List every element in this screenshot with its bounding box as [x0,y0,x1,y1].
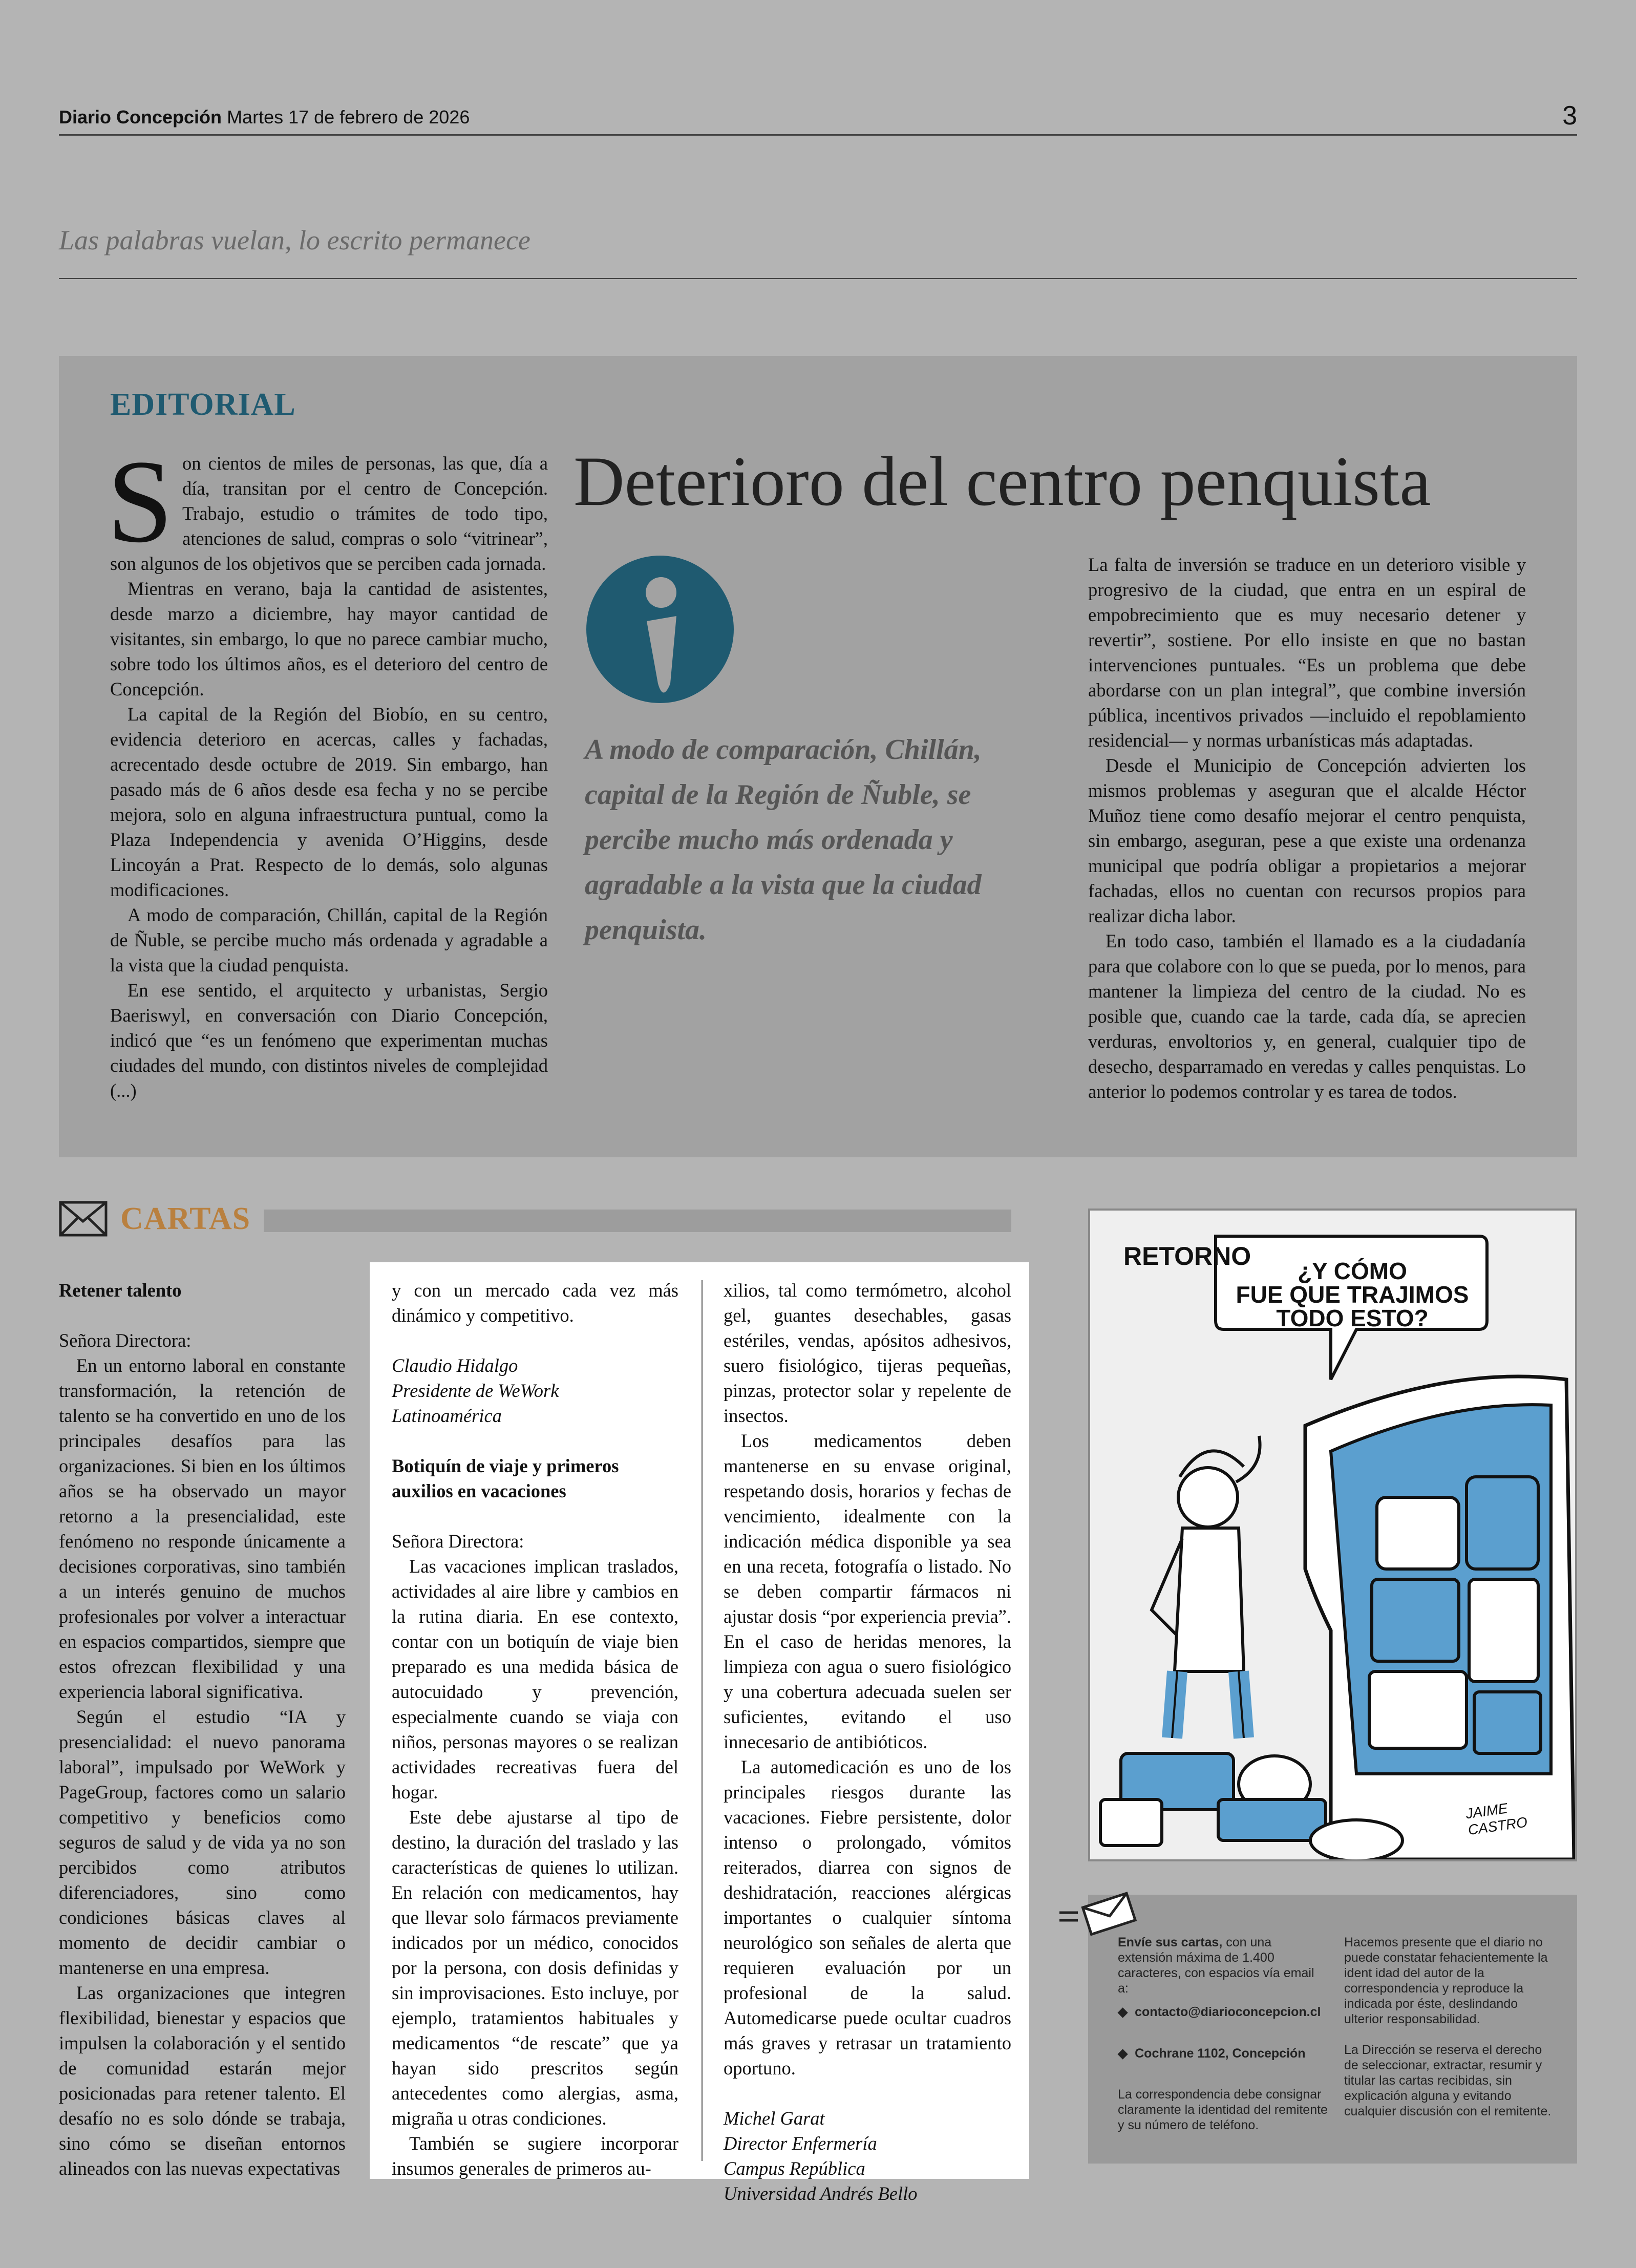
disclaimer-1: Hacemos presente que el diario no puede constatar fehacientemente la ident idad del autor de la correspondencia y reproduce la indicada por éste, deslindando ulterior responsabilidad. [1344,1935,1548,2026]
artist-signature: JAIME CASTRO [1464,1800,1528,1838]
section-motto: Las palabras vuelan, lo escrito permanece [59,225,530,256]
issue-date: Martes 17 de febrero de 2026 [227,107,470,128]
email-line: ◆ contacto@diarioconcepcion.cl [1118,2005,1321,2019]
cartoon-speech: ¿Y CÓMO FUE QUE TRAJIMOS TODO ESTO? [1236,1258,1469,1331]
letter-paragraph: Este debe ajustarse al tipo de destino, la duración del traslado y las características de quienes lo utilizan. En relación con medicamentos, hay que llevar solo fármacos previamente indicados por un médico, conocidos por la persona, con dosis definidas y sin improvisaciones. Esto incluye, por ejemplo, tratamientos habituales y medicamentos “de rescate” que ya hayan sido prescritos según antecedentes como alergias, asma, migraña u otras condiciones. [392,1807,678,2129]
letter-paragraph: xilios, tal como termómetro, alcohol gel, guantes desechables, gasas estériles, vendas, apósitos adhesivos, suero fisiológico, tijeras pequeñas, pinzas, protector solar y repelente de insectos. [724,1280,1011,1426]
letter-signature-line: Universidad Andrés Bello [724,2183,918,2204]
letter-salutation: Señora Directora: [59,1330,192,1351]
column-divider [702,1280,703,2161]
editorial-first-paragraph: Son cientos de miles de personas, las que, día a día, transitan por el centro de Concepción. Trabajo, estudio o trámites de todo tipo, atenciones de salud, compras o solo “vitrinear”, son algunos de los objetivos que se perciben cada jornada. [107,436,548,574]
editorial-label: EDITORIAL [110,387,296,422]
editorial-right-column [1088,552,1526,1104]
letter-column-2 [392,1278,678,2181]
letter-continuation: y con un mercado cada vez más dinámico y competitivo. [392,1280,678,1326]
cartoon [1088,1209,1577,1861]
letter-paragraph: Según el estudio “IA y presencialidad: el nuevo panorama laboral”, impulsado por WeWork y PageGroup, factores como un salario competitivo y beneficios como seguros de salud y de vida ya no son percibidos como atributos diferenciadores, sino como condiciones básicas claves al momento de decidir cambiar o mantenerse en una empresa. [59,1706,346,1978]
letter-paragraph: Los medicamentos deben mantenerse en su envase original, respetando dosis, horarios y fechas de vencimiento, idealmente con la indicación médica disponible ya sea en una receta, fotografía o listado. No se deben compartir fármacos ni ajustar dosis “por experiencia previa”. En el caso de heridas menores, la limpieza con agua o suero fisiológico y una cobertura adecuada suelen ser suficientes, evitando el uso innecesario de antibióticos. [724,1430,1011,1752]
masthead [59,107,470,128]
editorial-paragraph: La falta de inversión se traduce en un deterioro visible y progresivo de la ciudad, que entra en un espiral de empobrecimiento que es muy necesario detener y revertir”, sostiene. Por ello insiste en que no bastan intervenciones puntuales. “Es un problema que debe abordarse con un plan integral”, que combine inversión pública, incentivos privados —incluido el repoblamiento residencial— y normas urbanísticas más adaptadas. [1088,554,1526,751]
paper-name: Diario Concepción [59,107,222,128]
editorial-title: Deterioro del centro penquista [573,442,1431,520]
letter-signature-name: Claudio Hidalgo [392,1355,518,1376]
mail-send-icon [1057,1890,1139,1938]
disclaimer-2: La Dirección se reserva el derecho de seleccionar, extractar, resumir y titular las cartas recibidas, sin explicación alguna y evitando cualquier discusión con el remitente. [1344,2043,1552,2118]
editorial-paragraph: La capital de la Región del Biobío, en su centro, evidencia deterioro en acercas, calles y fachadas, acrecentado desde octubre de 2019. Sin embargo, han pasado más de 6 años desde esa fecha y no se percibe mejora, solo en alguna infraestructura puntual, como la Plaza Independencia y avenida O’Higgins, desde Lincoyán a Prat. Respecto de lo demás, solo algunas modificaciones. [110,704,548,900]
cartas-bar [264,1210,1011,1232]
editorial-paragraph: Mientras en verano, baja la cantidad de asistentes, desde marzo a diciembre, hay mayor cantidad de visitantes, sin embargo, lo que no parece cambiar mucho, sobre todo los últimos años, es el deterioro del centro de Concepción. [110,578,548,700]
pull-quote: A modo de comparación, Chillán, capital de la Región de Ñuble, se percibe mucho más ordenada y agradable a la vista que la ciudad penquista. [585,734,982,946]
letter-paragraph: También se sugiere incorporar insumos generales de primeros au- [392,2133,678,2179]
letter-signature-line: Latinoamérica [392,1405,502,1426]
correspondence-note: La correspondencia debe consignar claramente la identidad del remitente y su número de teléfono. [1118,2087,1328,2132]
letter-paragraph: Las organizaciones que integren flexibilidad, bienestar y espacios que impulsen la colaboración y el sentido de comunidad estarán mejor posicionadas para retener talento. El desafío no es solo dónde se trabaja, sino cómo se diseñan entornos alineados con las nuevas expectativas [59,1982,346,2179]
letter-signature-line: Campus República [724,2158,865,2179]
letter-salutation: Señora Directora: [392,1531,524,1552]
editorial-paragraph: En todo caso, también el llamado es a la ciudadanía para que colabore con lo que se pueda, por lo menos, para mantener la limpieza del centro de la ciudad. No es posible que, cuando cae la tarde, cada día, se aprecien verduras, envoltorios y, en general, cualquier tipo de desecho, desparramado en veredas y calles penquistas. Lo anterior lo podemos controlar y es tarea de todos. [1088,930,1526,1102]
letter-signature-name: Michel Garat [724,2108,825,2129]
letter-title: Botiquín de viaje y primeros auxilios en vacaciones [392,1455,619,1501]
letter-signature-line: Director Enfermería [724,2133,877,2154]
motto-rule [59,278,1577,279]
cartoon-title: RETORNO [1123,1242,1251,1270]
info-icon [586,556,734,703]
email-link[interactable]: contacto@diarioconcepcion.cl [1135,2005,1321,2019]
letter-title: Retener talento [59,1280,182,1301]
letter-paragraph: La automedicación es uno de los principales riesgos durante las vacaciones. Fiebre persistente, dolor intenso o prolongado, vómitos reiterados, diarrea con signos de deshidratación, reacciones alérgicas importantes o cualquier síntoma neurológico son señales de alerta que requieren evaluación por un profesional de la salud. Automedicarse puede ocultar cuadros más graves y retrasar un tratamiento oportuno. [724,1756,1011,2079]
letter-column-3 [724,1278,1011,2206]
header-rule [59,134,1577,136]
letter-paragraph: Las vacaciones implican traslados, actividades al aire libre y cambios en la rutina diaria. En ese contexto, contar con un botiquín de viaje bien preparado es una medida básica de autocuidado y prevención, especialmente cuando se viaja con niños, personas mayores o se realizan actividades recreativas fuera del hogar. [392,1556,678,1803]
page-number: 3 [1562,101,1577,131]
send-label: Envíe sus cartas, [1118,1935,1223,1949]
letter-paragraph: En un entorno laboral en constante transformación, la retención de talento se ha convertido en uno de los principales desafíos para las organizaciones. Si bien en los últimos años se ha observado un mayor retorno a la presencialidad, este fenómeno no responde únicamente a decisiones corporativas, sino también a un interés genuino de muchos profesionales por volver a interactuar en espacios compartidos, siempre que estos ofrezcan flexibilidad y una experiencia laboral significativa. [59,1355,346,1702]
address-line: ◆ Cochrane 1102, Concepción [1118,2046,1306,2061]
drop-cap: S [107,436,174,567]
cartas-label: CARTAS [120,1201,251,1236]
editorial-left-column [107,436,548,1103]
letter-signature-line: Presidente de WeWork [392,1380,559,1401]
envelope-icon [59,1201,108,1239]
editorial-paragraph: A modo de comparación, Chillán, capital de la Región de Ñuble, se percibe mucho más ordenada y agradable a la vista que la ciudad penquista. [110,904,548,976]
editorial-paragraph: Desde el Municipio de Concepción advierten los mismos problemas y aseguran que el alcalde Héctor Muñoz tiene como desafío mejorar el centro penquista, sin embargo, aseguran, pese a que existe una ordenanza municipal que podría obligar a propietarios a mejorar fachadas, ellos no cuentan con recursos propios para realizar dicha labor. [1088,755,1526,926]
letter-column-1 [59,1278,346,2181]
info-send-block: Envíe sus cartas, con una extensión máxima de 1.400 caracteres, con espacios vía email a: [1118,1935,1314,1996]
editorial-paragraph: En ese sentido, el arquitecto y urbanistas, Sergio Baeriswyl, en conversación con Diario Concepción, indicó que “es un fenómeno que experimentan muchas ciudades del mundo, con distintos niveles de complejidad (...) [110,980,548,1101]
